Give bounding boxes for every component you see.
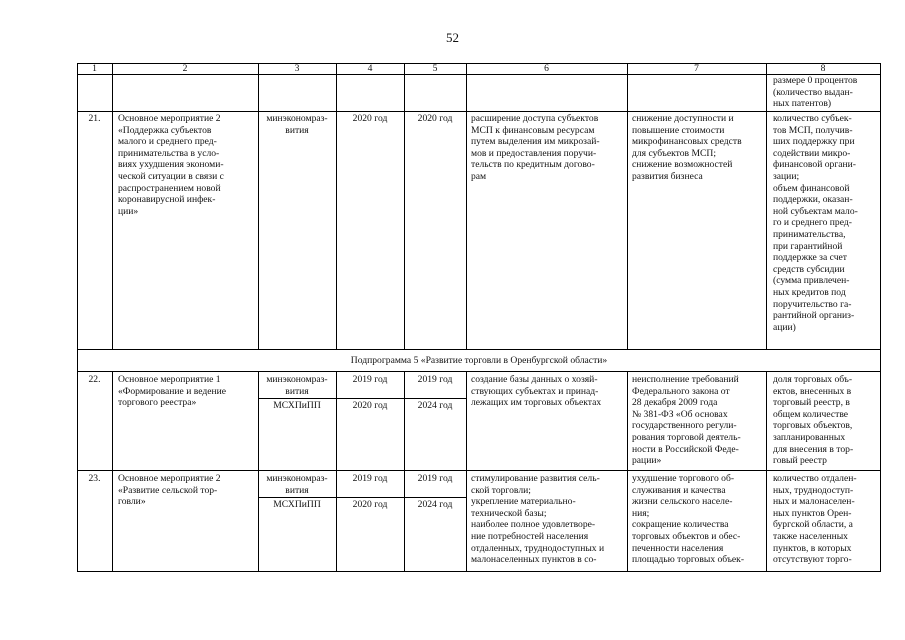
row-21-indicator: количество субъек- тов МСП, получив- ших поддержку при содействии микро- финансовой органи- зации; объем финансовой поддержки, оказан- ной субъектам мало- го и среднего пред- принимательства, при гарантийной поддержке за счет средств субсидии (сумма привлечен- ных кредитов под поручительство га- рантийной организ- ации) (773, 113, 858, 333)
column-number: 4 (367, 63, 373, 74)
column-number: 6 (544, 63, 549, 74)
column-divider (112, 63, 113, 349)
table-border-right (880, 63, 881, 571)
row-23-end-2: 2024 год (417, 499, 453, 510)
column-divider (627, 371, 628, 571)
row-border (77, 470, 881, 471)
row-22-start-1: 2019 год (352, 374, 388, 385)
row-21-start: 2020 год (352, 113, 388, 124)
row-23-start-2: 2020 год (352, 499, 388, 510)
row-23-event-name: Основное мероприятие 2 «Развитие сельской тор- говли» (118, 473, 221, 508)
column-divider (766, 371, 767, 571)
column-divider (627, 63, 628, 349)
column-divider (766, 63, 767, 349)
column-divider (258, 63, 259, 349)
column-divider (466, 371, 467, 571)
row-23-start-1: 2019 год (352, 473, 388, 484)
executor-split (258, 497, 466, 498)
row-22-end-2: 2024 год (417, 400, 453, 411)
row-22-end-1: 2019 год (417, 374, 453, 385)
row-border (77, 111, 881, 112)
row-21-end: 2020 год (417, 113, 453, 124)
row-22-number: 22. (88, 374, 101, 385)
row-22-executor-2: МСХПиПП (273, 400, 321, 411)
row-21-consequence: снижение доступности и повышение стоимости микрофинансовых средств для субъектов МСП; снижение возможностей развития бизнеса (632, 113, 742, 182)
column-number: 3 (294, 63, 300, 74)
column-divider (112, 371, 113, 571)
row-22-event-name: Основное мероприятие 1 «Формирование и ведение торгового реестра» (118, 374, 227, 409)
table-border-left (77, 63, 78, 571)
row-23-executor-2: МСХПиПП (273, 499, 321, 510)
executor-split (258, 398, 466, 399)
column-number: 2 (182, 63, 188, 74)
row-21-executor: минэкономраз- вития (266, 113, 328, 136)
row-21-result: расширение доступа субъектов МСП к финансовым ресурсам путем выделения им микрозай- мов и предоставления поручи- тельств по кредитным догово- рам (471, 113, 600, 182)
row-22-executor-1: минэкономраз- вития (266, 374, 328, 397)
column-divider (336, 63, 337, 349)
row-23-end-1: 2019 год (417, 473, 453, 484)
row-23-executor-1: минэкономраз- вития (266, 473, 328, 496)
row-21-number: 21. (88, 113, 101, 124)
column-number: 8 (820, 63, 826, 74)
row-23-indicator: количество отдален- ных, труднодоступ- ных и малонаселен- ных пунктов Орен- бургской области, а также населенных пунктов, в которых отсутствуют торго- (773, 473, 857, 566)
subprogram-title: Подпрограмма 5 «Развитие торговли в Оренбургской области» (350, 355, 608, 366)
column-divider (404, 63, 405, 349)
row-21-event-name: Основное мероприятие 2 «Поддержка субъектов малого и среднего пред- принимательства в усло- виях ухудшения экономи- ческой ситуации в связи с распространением новой коронавирусной инфек- ции» (118, 113, 224, 217)
row-23-consequence: ухудшение торгового об- служивания и качества жизни сельского населе- ния; сокращение количества торговых объектов и обес- печенности населения площадью торговых объек- (632, 473, 745, 566)
row-border (77, 371, 881, 372)
continuation-indicator: размере 0 процентов (количество выдан- ных патентов) (773, 75, 858, 110)
column-number: 5 (432, 63, 438, 74)
column-number: 7 (694, 63, 699, 74)
column-divider (466, 63, 467, 349)
row-22-indicator: доля торговых объ- ектов, внесенных в торговый реестр, в общем количестве торговых объектов, запланированных для внесения в тор- говый реестр (773, 374, 854, 467)
row-22-start-2: 2020 год (352, 400, 388, 411)
page-number: 52 (446, 30, 459, 45)
row-23-result: стимулирование развития сель- ской торговли; укрепление материально- технической базы; наиболее полное удовлетворе- ние потребностей населения отдаленных, труднодоступных и малонаселенных пунктов в со- (471, 473, 605, 566)
table-border-bottom (77, 571, 881, 572)
row-22-consequence: неисполнение требований Федерального закона от 28 декабря 2009 года № 381-ФЗ «Об основах государственного регули- рования торговой деятель- ности в Российской Феде- рации» (632, 374, 741, 467)
row-23-number: 23. (88, 473, 101, 484)
column-number: 1 (92, 63, 97, 74)
row-22-result: создание базы данных о хозяй- ствующих субъектах и принад- лежащих им торговых объектах (471, 374, 602, 409)
row-border (77, 349, 881, 350)
